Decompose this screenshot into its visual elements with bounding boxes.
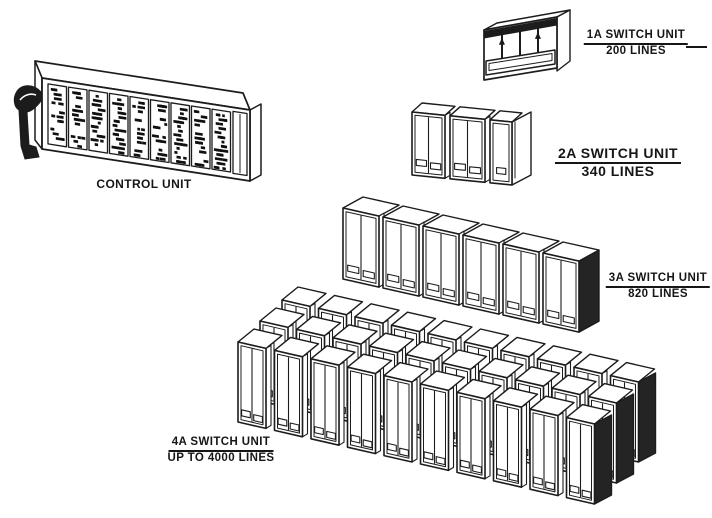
- unit-3a-capacity: 820 LINES: [628, 288, 688, 300]
- label-1a-underline-tick: [686, 46, 707, 48]
- control-unit-drawing: [14, 61, 261, 181]
- unit-1a-capacity: 200 LINES: [606, 45, 666, 57]
- unit-4a-capacity: UP TO 4000 LINES: [167, 452, 275, 464]
- unit-1a-name: 1A SWITCH UNIT: [584, 29, 688, 45]
- switch-unit-1a-drawing: [484, 10, 570, 80]
- switch-unit-2a-drawing: [412, 103, 531, 185]
- label-1a-switch-unit: [584, 29, 688, 58]
- unit-2a-name: 2A SWITCH UNIT: [555, 146, 681, 164]
- unit-4a-name: 4A SWITCH UNIT: [169, 436, 273, 452]
- control-unit-label: CONTROL UNIT: [96, 177, 192, 191]
- label-4a-switch-unit: [168, 436, 275, 465]
- unit-3a-name: 3A SWITCH UNIT: [606, 272, 710, 288]
- label-3a-switch-unit: [606, 272, 710, 301]
- unit-2a-capacity: 340 LINES: [581, 163, 655, 179]
- label-2a-switch-unit: [555, 146, 681, 179]
